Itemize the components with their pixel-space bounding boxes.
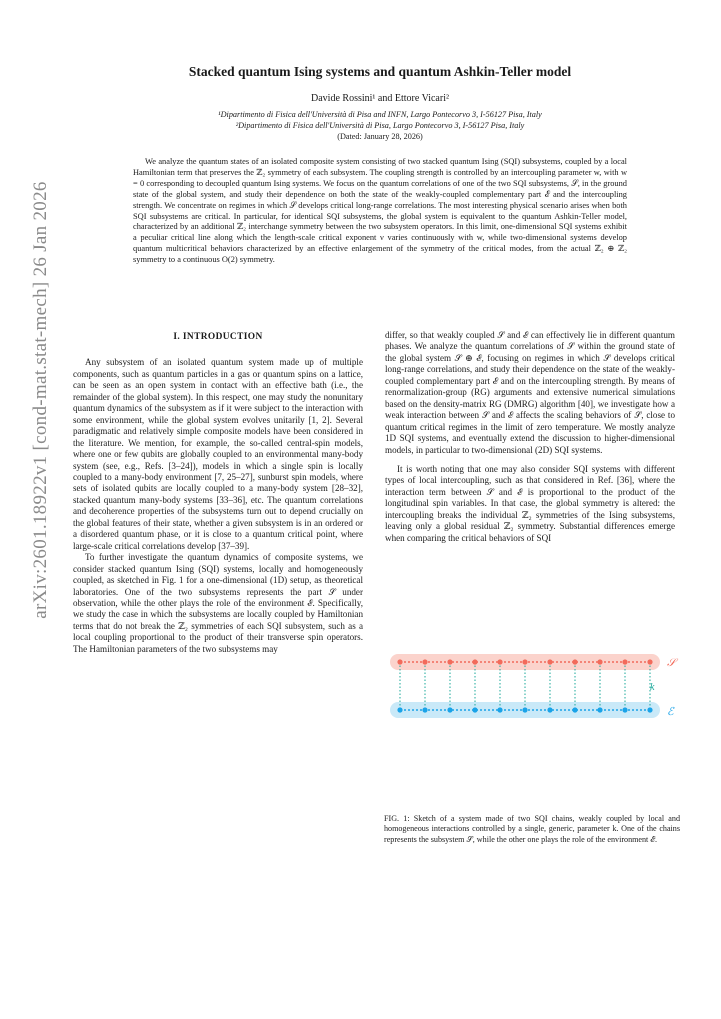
sqi-chains-diagram	[384, 648, 684, 808]
paper-title: Stacked quantum Ising systems and quantum Ashkin-Teller model	[188, 64, 572, 79]
top-chain-site	[572, 659, 577, 664]
affiliations	[100, 109, 660, 142]
left-column	[73, 330, 363, 655]
top-chain-site	[422, 659, 427, 664]
top-chain-site	[397, 659, 402, 664]
top-chain-site	[522, 659, 527, 664]
section-heading: I. INTRODUCTION	[173, 332, 263, 342]
top-chain-site	[622, 659, 627, 664]
figure-1	[384, 648, 684, 844]
top-chain-site	[497, 659, 502, 664]
arxiv-stamp	[10, 120, 50, 680]
bottom-chain-site	[647, 707, 652, 712]
abstract: We analyze the quantum states of an isolated composite system consisting of two stacked quantum Ising (SQI) subsystems, coupled by a local Hamiltonian term that preserves the ℤ₂ symmetry of each subsystem. The coupling strength is controlled by an intercoupling parameter w, with w = 0 corresponding to decoupled quantum Ising systems. We focus on the quantum correlations of one of the two SQI subsystems, 𝒮, in the ground state of the global system, and study their dependence on both the state of the weakly-coupled complementary part ℰ and the intercoupling strength. We concentrate on regimes in which 𝒮 develops critical long-range correlations. The most interesting physical scenario arises when both SQI subsystems are critical. In particular, for identical SQI subsystems, the global system is equivalent to the quantum Ashkin-Teller model, characterized by an additional ℤ₂ interchange symmetry between the two subsystem operators. In this limit, one-dimensional SQI systems exhibit a peculiar critical line along which the length-scale critical exponent ν varies continuously with w, while two-dimensional systems develop quantum multicritical behaviors characterized by an effective enlargement of the symmetry of the critical modes, from the actual ℤ₂ ⊕ ℤ₂ symmetry to a continuous O(2) symmetry.	[133, 157, 627, 265]
label-s: 𝒮	[667, 657, 676, 669]
date: (Dated: January 28, 2026)	[337, 132, 423, 141]
bottom-chain-site	[497, 707, 502, 712]
bottom-chain-site	[397, 707, 402, 712]
top-chain-site	[647, 659, 652, 664]
top-chain-site	[447, 659, 452, 664]
top-chain-site	[472, 659, 477, 664]
bottom-chain-site	[522, 707, 527, 712]
right-column	[385, 330, 675, 544]
paragraph: To further investigate the quantum dynamics of composite systems, we consider stacked quantum Ising (SQI) systems, locally and homogeneously coupled, as sketched in Fig. 1 for a one-dimensional (1D) setup, as theoretical laboratories. One of the two subsystems represents the part 𝒮 under observation, while the other plays the role of the environment ℰ. Specifically, we study the case in which the subsystems are locally coupled by Hamiltonian terms that do not break the ℤ₂ symmetries of each SQI subsystem, such as a local coupling proportional to the product of their transverse spin operators. The Hamiltonian parameters of the two subsystems may	[73, 552, 363, 654]
authors: Davide Rossini¹ and Ettore Vicari²	[311, 93, 449, 104]
bottom-chain-site	[472, 707, 477, 712]
bottom-chain-site	[597, 707, 602, 712]
affiliation-1: ¹Dipartimento di Fisica dell'Università di Pisa and INFN, Largo Pontecorvo 3, I-56127 Pisa, Italy	[218, 110, 542, 119]
bottom-chain-site	[447, 707, 452, 712]
paragraph: differ, so that weakly coupled 𝒮 and ℰ can effectively lie in different quantum phases. We analyze the quantum correlations of 𝒮 within the ground state of the global system 𝒮 ⊕ ℰ, focusing on regimes in which 𝒮 develops critical long-range correlations, and study their dependence on the state of the weakly-coupled complementary part ℰ and on the intercoupling strength. By means of renormalization-group (RG) arguments and extensive numerical simulations based on the density-matrix RG (DMRG) algorithm [40], we investigate how a weak interaction between 𝒮 and ℰ affects the scaling behaviors of 𝒮, close to quantum critical regimes in the limit of zero temperature. We mostly analyze 1D SQI systems, and eventually extend the discussion to higher-dimensional models, in particular to two-dimensional (2D) SQI systems.	[385, 330, 675, 455]
arxiv-identifier: arXiv:2601.18922v1 [cond-mat.stat-mech] 26 Jan 2026	[30, 181, 51, 619]
bottom-chain-site	[547, 707, 552, 712]
top-chain-site	[597, 659, 602, 664]
label-e: ℰ	[667, 706, 674, 718]
bottom-chain-site	[422, 707, 427, 712]
affiliation-2: ²Dipartimento di Fisica dell'Università di Pisa, Largo Pontecorvo 3, I-56127 Pisa, Italy	[235, 121, 525, 130]
label-k: k	[650, 682, 655, 693]
figure-caption: FIG. 1: Sketch of a system made of two SQI chains, weakly coupled by local and homogeneous interactions controlled by a single, generic, parameter k. One of the chains represents the subsystem 𝒮, while the other one plays the role of the environment ℰ.	[384, 814, 680, 844]
bottom-chain-site	[622, 707, 627, 712]
paragraph: It is worth noting that one may also consider SQI systems with different types of local intercoupling, such as that considered in Ref. [36], where the interaction term between 𝒮 and ℰ is proportional to the product of the longitudinal spin variables. In that case, the global symmetry is altered: the intercoupling breaks the individual ℤ₂ symmetries of the Ising subsystems, leaving only a global residual ℤ₂ symmetry. Substantial differences emerge when comparing the critical behaviors of SQI	[385, 463, 675, 543]
top-chain-site	[547, 659, 552, 664]
bottom-chain-site	[572, 707, 577, 712]
paragraph: Any subsystem of an isolated quantum system made up of multiple components, such as quantum particles in a gas or quantum spins on a lattice, can be seen as an open system in contact with an effective bath (i.e., the remainder of the global system). In this respect, one may study the nonunitary quantum dynamics of the subsystem as if it were subject to the interaction with some environment, while the global system evolves unitarily [1, 2]. Several paradigmatic and relatively simple composite models have been considered in the literature. We mention, for example, the so-called central-spin models, where one or few qubits are globally coupled to an environmental many-body system (see, e.g., Refs. [3–24]), models in which a single spin is locally coupled to a many-body environment [7, 25–27], sunburst spin models, where sets of isolated qubits are locally coupled to a many-body system [28–32], stacked quantum many-body systems [33–36], etc. The quantum correlations and decoherence properties of the subsystems turn out to depend crucially on the global features of their state, whether a given subsystem is in an ordered or a disordered quantum phase, or it is close to a quantum critical point, where large-scale critical correlations develop [37–39].	[73, 357, 363, 551]
